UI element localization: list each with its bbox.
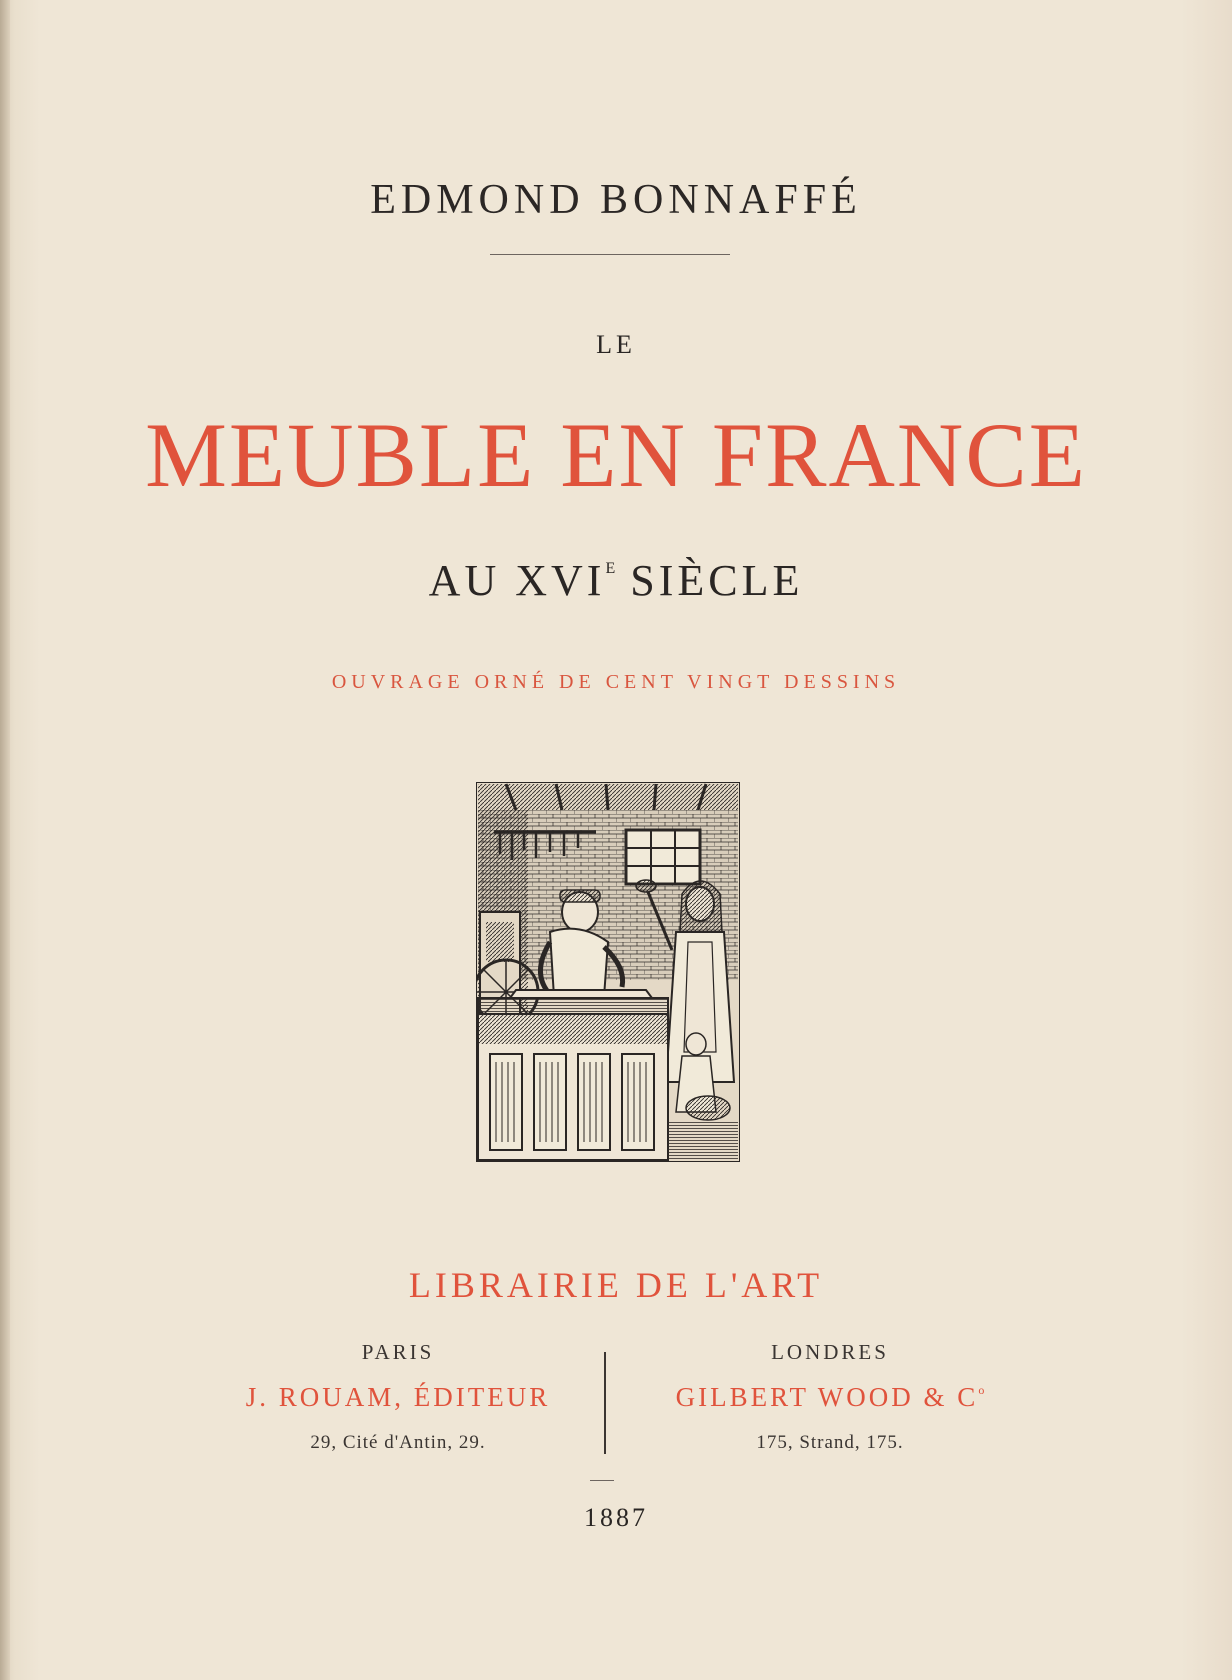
subtitle-superscript: E bbox=[605, 560, 616, 577]
main-title: MEUBLE EN FRANCE bbox=[145, 404, 1087, 506]
publisher-name: LIBRAIRIE DE L'ART bbox=[408, 1265, 824, 1305]
imprint-right-address: 175, Strand, 175. bbox=[756, 1432, 904, 1453]
imprint-divider bbox=[604, 1352, 606, 1454]
imprint-right-city: LONDRES bbox=[771, 1340, 889, 1364]
year-rule bbox=[590, 1480, 614, 1481]
imprint-right-name bbox=[620, 1382, 1040, 1413]
imprint-left-name: J. ROUAM, ÉDITEUR bbox=[245, 1382, 551, 1412]
imprint-left-city: PARIS bbox=[361, 1340, 435, 1364]
subtitle-prefix: AU XVI bbox=[428, 556, 606, 605]
imprint-right-name-superscript: o bbox=[978, 1383, 985, 1397]
engraving-carpenter-workshop-icon bbox=[476, 782, 740, 1162]
title-article: LE bbox=[596, 330, 636, 359]
illustration-note: OUVRAGE ORNÉ DE CENT VINGT DESSINS bbox=[331, 671, 901, 693]
subtitle-suffix: SIÈCLE bbox=[615, 556, 804, 605]
subtitle bbox=[0, 555, 1232, 606]
divider-rule bbox=[490, 254, 730, 255]
publication-year: 1887 bbox=[584, 1503, 648, 1532]
imprint-left-address: 29, Cité d'Antin, 29. bbox=[310, 1432, 486, 1453]
imprint-right-name-prefix: GILBERT WOOD & C bbox=[675, 1382, 979, 1412]
binding-edge bbox=[0, 0, 10, 1680]
author-name: EDMOND BONNAFFÉ bbox=[370, 177, 862, 223]
